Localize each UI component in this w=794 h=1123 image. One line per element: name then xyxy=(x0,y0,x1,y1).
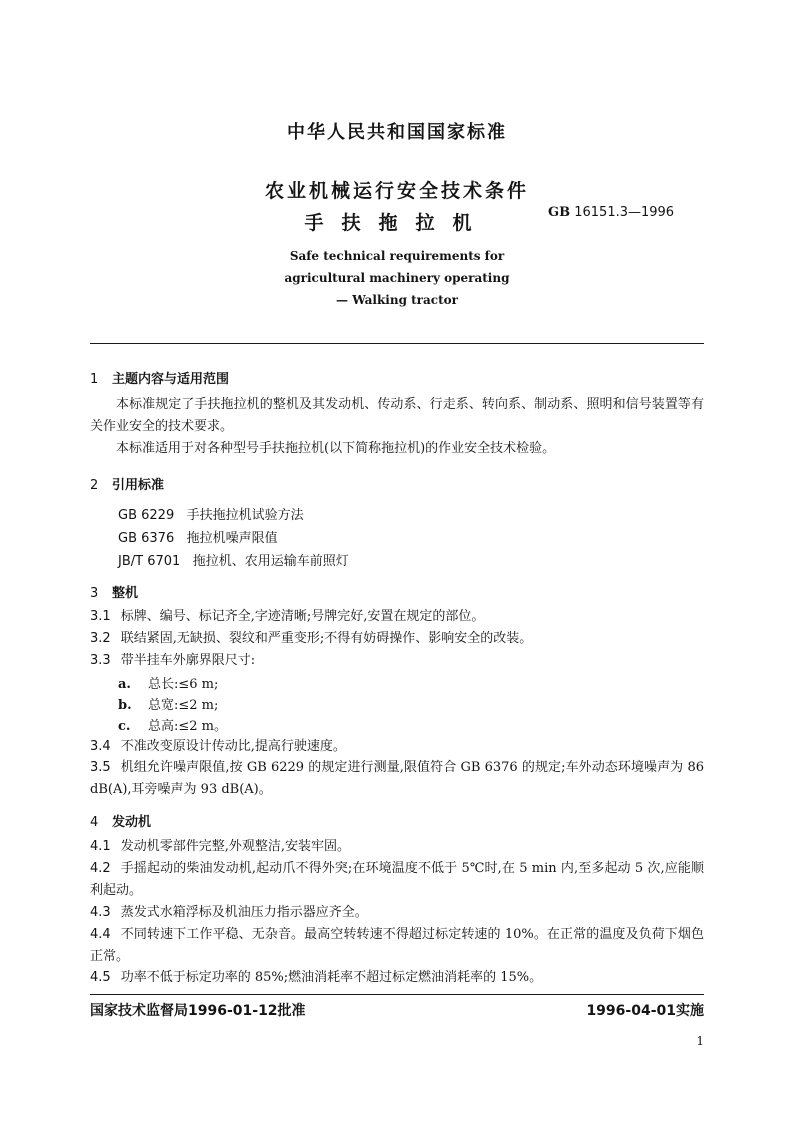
clause-text: 手摇起动的柴油发动机,起动爪不得外突;在环境温度不低于 5℃时,在 5 min 内,至多起动 5 次,应能顺利起动。 xyxy=(90,861,704,898)
reference-item xyxy=(118,527,278,546)
section-1-paragraph-1: 本标准规定了手扶拖拉机的整机及其发动机、传动系、行走系、转向系、制动系、照明和信号装置等有关作业安全的技术要求。 xyxy=(90,397,704,434)
section-title: 引用标准 xyxy=(112,478,165,493)
section-1-paragraph-2: 本标准适用于对各种型号手扶拖拉机(以下简称拖拉机)的作业安全技术检验。 xyxy=(116,441,556,456)
list-text: 总宽:≤2 m; xyxy=(148,698,219,713)
section-title: 主题内容与适用范围 xyxy=(112,372,230,387)
clause-4-2 xyxy=(90,858,704,902)
section-title: 整机 xyxy=(112,586,139,601)
list-letter: c. xyxy=(118,719,131,734)
clause-text: 联结紧固,无缺损、裂纹和严重变形;不得有妨碍操作、影响安全的改装。 xyxy=(120,631,533,646)
clause-text: 蒸发式水箱浮标及机油压力指示器应齐全。 xyxy=(120,905,368,920)
clause-text: 不同转速下工作平稳、无杂音。最高空转转速不得超过标定转速的 10%。在正常的温度及负荷下烟色正常。 xyxy=(90,927,704,964)
clause-3-1 xyxy=(90,606,704,628)
standard-prefix: GB xyxy=(548,205,571,220)
clause-3-2 xyxy=(90,628,704,650)
reference-item xyxy=(118,550,349,569)
list-text: 总高:≤2 m。 xyxy=(148,719,228,734)
section-number: 3 xyxy=(90,586,99,601)
english-title-line1: Safe technical requirements for xyxy=(289,249,505,263)
clause-number: 4.2 xyxy=(90,861,111,876)
clause-4-3 xyxy=(90,902,704,924)
dimension-limit xyxy=(118,694,218,713)
section-2-heading xyxy=(90,474,164,493)
clause-number: 3.1 xyxy=(90,609,111,624)
clause-text: 带半挂车外廓界限尺寸: xyxy=(120,653,256,668)
section-title: 发动机 xyxy=(112,815,152,830)
clause-number: 3.2 xyxy=(90,631,111,646)
page-number: 1 xyxy=(696,1034,704,1048)
standard-code: 16151.3—1996 xyxy=(574,205,675,220)
dimension-limit xyxy=(118,673,218,692)
section-3-heading xyxy=(90,582,138,601)
section-number: 2 xyxy=(90,478,99,493)
list-letter: a. xyxy=(118,677,131,692)
english-title-line3: — Walking tractor xyxy=(336,293,458,307)
country-standard-heading: 中华人民共和国国家标准 xyxy=(287,122,507,143)
section-number: 1 xyxy=(90,372,99,387)
approval-note: 国家技术监督局1996-01-12批准 xyxy=(90,1003,306,1019)
clause-text: 标牌、编号、标记齐全,字迹清晰;号牌完好,安置在规定的部位。 xyxy=(120,609,485,624)
clause-4-1 xyxy=(90,836,704,858)
clause-3-4 xyxy=(90,736,704,758)
clause-number: 4.5 xyxy=(90,970,111,985)
english-title-line2: agricultural machinery operating xyxy=(284,271,510,285)
clause-text: 不准改变原设计传动比,提高行驶速度。 xyxy=(120,739,346,754)
clause-number: 4.4 xyxy=(90,927,111,942)
clause-text: 发动机零部件完整,外观整洁,安装牢固。 xyxy=(120,839,350,854)
clause-text: 功率不低于标定功率的 85%;燃油消耗率不超过标定燃油消耗率的 15%。 xyxy=(120,970,543,985)
footer-divider xyxy=(90,994,704,995)
clause-number: 3.4 xyxy=(90,739,111,754)
reference-item xyxy=(118,504,304,523)
clause-number: 4.3 xyxy=(90,905,111,920)
section-number: 4 xyxy=(90,815,99,830)
dimension-limit xyxy=(118,715,227,734)
clause-3-5 xyxy=(90,757,704,801)
clause-number: 4.1 xyxy=(90,839,111,854)
reference-name: 手扶拖拉机试验方法 xyxy=(186,508,304,523)
clause-3-3 xyxy=(90,650,704,672)
effective-date: 1996-04-01实施 xyxy=(586,1003,704,1019)
clause-number: 3.3 xyxy=(90,653,111,668)
document-title-line2: 手扶拖拉机 xyxy=(304,212,490,234)
reference-code: JB/T 6701 xyxy=(118,554,181,569)
clause-number: 3.5 xyxy=(90,760,111,775)
reference-name: 拖拉机、农用运输车前照灯 xyxy=(192,554,349,569)
list-text: 总长:≤6 m; xyxy=(148,677,219,692)
section-1-heading xyxy=(90,368,229,387)
list-letter: b. xyxy=(118,698,132,713)
reference-code: GB 6229 xyxy=(118,508,175,523)
reference-code: GB 6376 xyxy=(118,531,175,546)
clause-4-4 xyxy=(90,924,704,968)
section-4-heading xyxy=(90,811,151,830)
standard-number xyxy=(548,205,674,220)
document-title-line1: 农业机械运行安全技术条件 xyxy=(264,180,529,202)
clause-text: 机组允许噪声限值,按 GB 6229 的规定进行测量,限值符合 GB 6376 的规定;车外动态环境噪声为 86 dB(A),耳旁噪声为 93 dB(A)。 xyxy=(90,760,704,797)
reference-name: 拖拉机噪声限值 xyxy=(186,531,278,546)
header-divider xyxy=(90,343,704,344)
clause-4-5 xyxy=(90,967,704,989)
